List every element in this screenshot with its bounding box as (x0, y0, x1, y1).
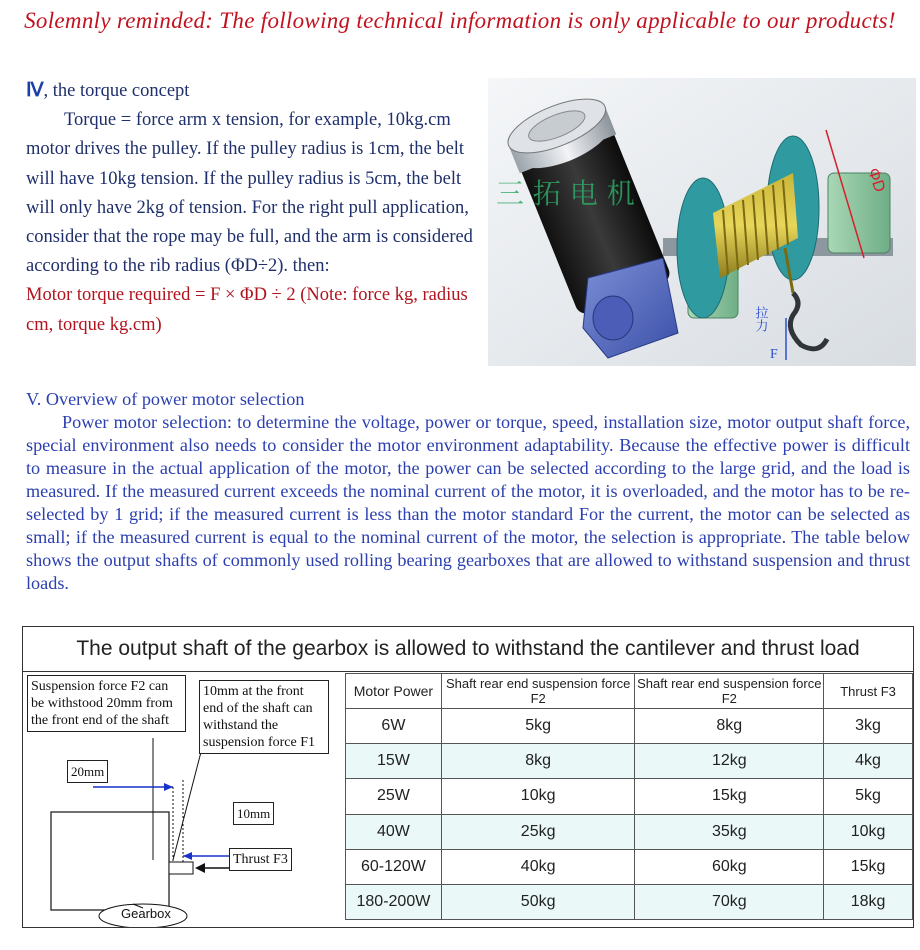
section-numeral: Ⅳ (26, 80, 44, 101)
dim-10mm-label: 10mm (233, 802, 274, 825)
motor-winch-photo (488, 78, 916, 366)
table-row (346, 744, 913, 779)
table-cell: 5kg (824, 779, 913, 814)
table-row (346, 849, 913, 884)
table-cell: 35kg (635, 814, 824, 849)
torque-paragraph-text: Torque = force arm x tension, for example, 10kg.cm motor drives the pulley. If the pulley radius is 1cm, the belt will have 10kg tension. If the pulley radius is 5cm, the belt will only have 2kg of tension. For the right pull application, consider that the rope may be full, and the arm is considered according to the rib radius (ΦD÷2). then: (26, 110, 473, 277)
photo-watermark: 三 拓 电 机 (496, 177, 635, 210)
header-cell: Thrust F3 (824, 674, 913, 709)
table-row (346, 884, 913, 919)
torque-heading-text: , the torque concept (43, 81, 190, 101)
table-cell: 3kg (824, 709, 913, 744)
table-cell: 4kg (824, 744, 913, 779)
torque-section (26, 76, 482, 340)
selection-paragraph-text: Power motor selection: to determine the voltage, power or torque, speed, installation size, motor output shaft force, special environment also needs to consider the motor environment adaptability. Because the effective power is difficult to measure in the actual application of the motor, the power can be selected according to the large grid, and the load is measured. If the measured current exceeds the nominal current of the motor, it is overloaded, and the motor has to be re-selected by 1 grid; if the measured current is less than the motor standard For the current, the motor can be selected as small; if the measured current is equal to the nominal current of the motor, the selection is appropriate. The table below shows the output shafts of commonly used rolling bearing gearboxes that are allowed to withstand suspension and thrust loads. (26, 412, 910, 593)
table-cell: 10kg (441, 779, 635, 814)
table-cell: 180-200W (346, 884, 442, 919)
torque-paragraph (26, 106, 482, 281)
header-cell: Shaft rear end suspension force F2 (635, 674, 824, 709)
pull-label-f: F (770, 347, 778, 362)
table-cell: 12kg (635, 744, 824, 779)
torque-heading (26, 76, 482, 106)
load-table (345, 673, 913, 920)
table-cell: 18kg (824, 884, 913, 919)
table-row (346, 779, 913, 814)
thrust-label: Thrust F3 (229, 848, 292, 871)
table-cell: 15kg (824, 849, 913, 884)
table-cell: 8kg (635, 709, 824, 744)
selection-heading: V. Overview of power motor selection (26, 389, 305, 409)
table-cell: 8kg (441, 744, 635, 779)
pull-label-cn: 拉力 (752, 306, 768, 332)
table-cell: 60kg (635, 849, 824, 884)
table-cell: 70kg (635, 884, 824, 919)
selection-paragraph (26, 411, 910, 595)
table-title: The output shaft of the gearbox is allowed to withstand the cantilever and thrust load (23, 627, 913, 672)
table-cell: 40W (346, 814, 442, 849)
dim-20mm-label: 20mm (67, 760, 108, 783)
table-cell: 10kg (824, 814, 913, 849)
table-cell: 50kg (441, 884, 635, 919)
header-cell: Shaft rear end suspension force F2 (441, 674, 635, 709)
reminder-banner: Solemnly reminded: The following technical information is only applicable to our products! (24, 8, 896, 33)
f1-note: 10mm at the front end of the shaft can withstand the suspension force F1 (199, 680, 329, 754)
selection-section (26, 388, 910, 595)
header-cell: Motor Power (346, 674, 442, 709)
motor-winch-illustration (488, 78, 916, 366)
shaft-load-diagram (23, 672, 343, 927)
table-cell: 15kg (635, 779, 824, 814)
diameter-label: ΦD (864, 165, 888, 195)
table-row (346, 814, 913, 849)
table-header-row (346, 674, 913, 709)
table-row (346, 709, 913, 744)
table-cell: 60-120W (346, 849, 442, 884)
load-table-panel (22, 626, 914, 928)
table-cell: 15W (346, 744, 442, 779)
table-cell: 5kg (441, 709, 635, 744)
table-cell: 25W (346, 779, 442, 814)
table-cell: 6W (346, 709, 442, 744)
table-cell: 25kg (441, 814, 635, 849)
f2-note: Suspension force F2 can be withstood 20mm from the front end of the shaft (27, 675, 186, 732)
torque-formula: Motor torque required = F × ΦD ÷ 2 (Note: force kg, radius cm, torque kg.cm) (26, 285, 468, 335)
table-cell: 40kg (441, 849, 635, 884)
gearbox-label: Gearbox (121, 906, 171, 921)
